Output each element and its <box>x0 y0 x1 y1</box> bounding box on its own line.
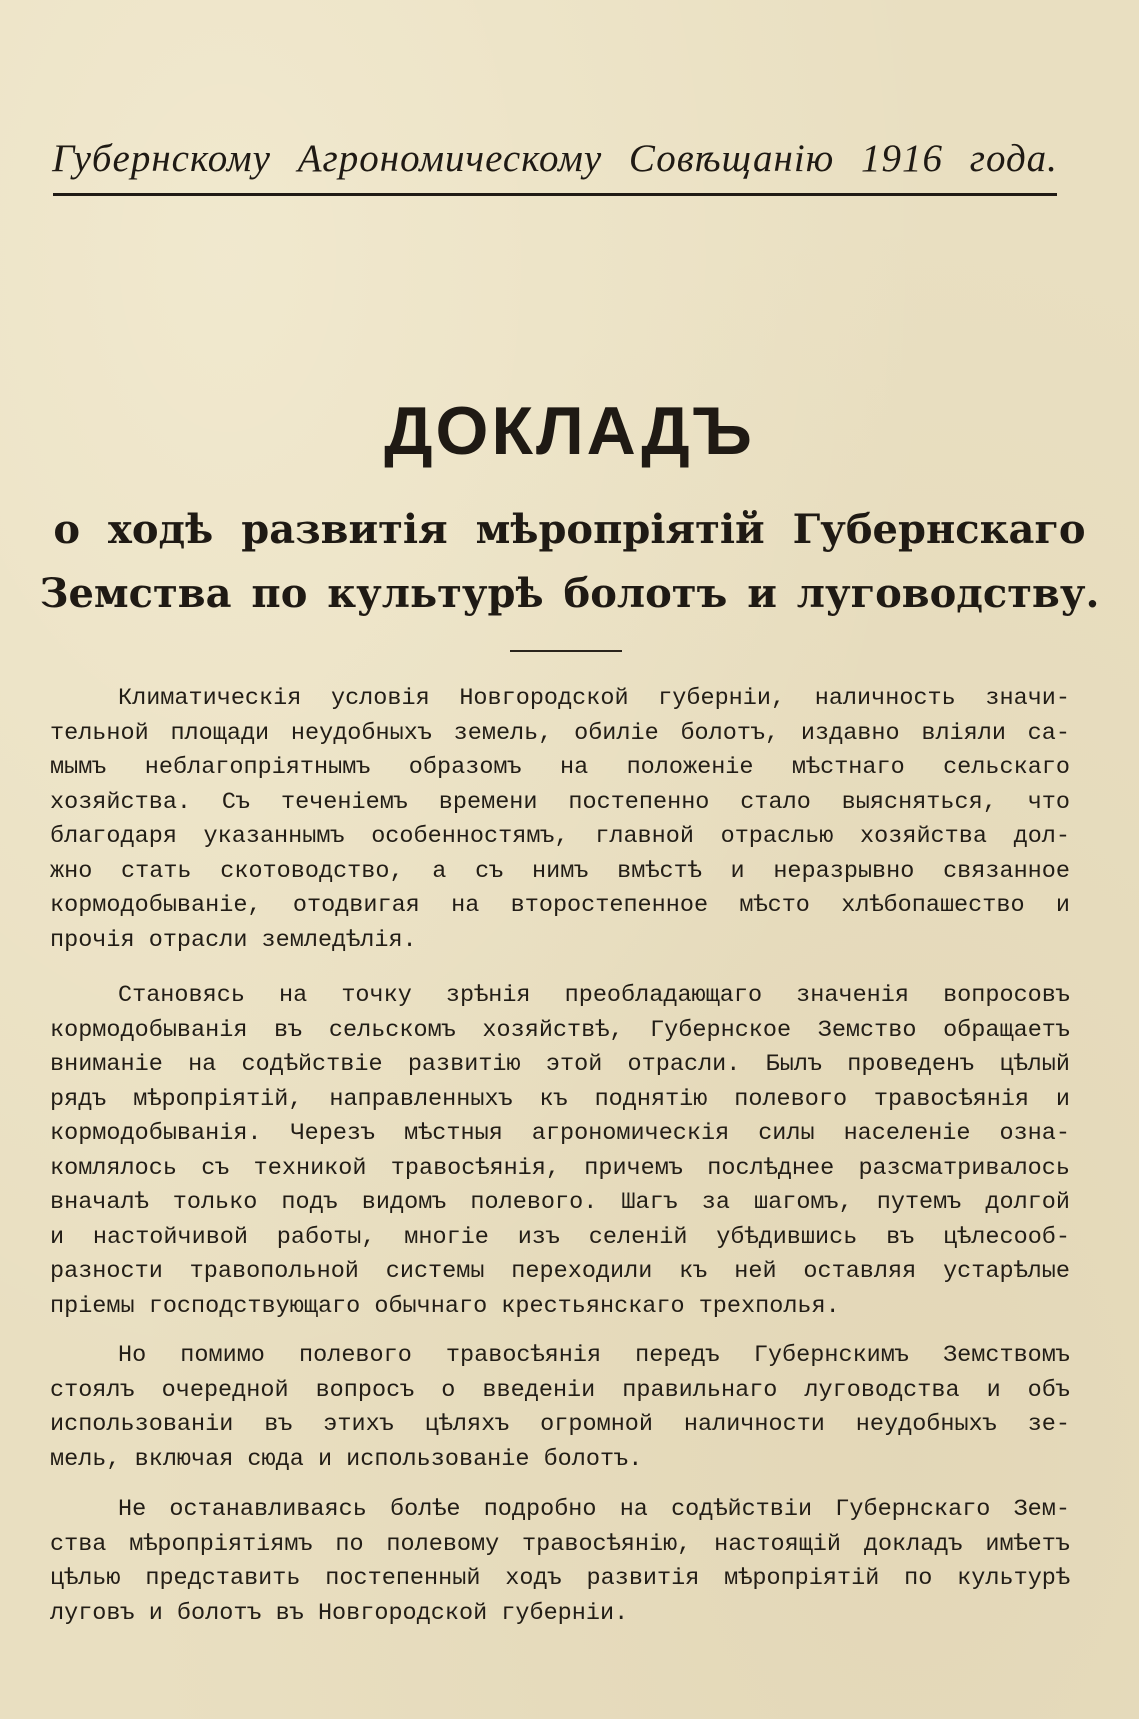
paragraph-line: кормодобываніе, отодвигая на второстепенное мѣсто хлѣбопашество и <box>50 892 1070 919</box>
paragraph-line: мымъ неблагопріятнымъ образомъ на положеніе мѣстнаго сельскаго <box>50 754 1070 781</box>
paragraph-2 <box>50 979 1070 1324</box>
paragraph-line: ства мѣропріятіямъ по полевому травосѣянію, настоящій докладъ имѣетъ <box>50 1530 1070 1558</box>
header-dedication: Губернскому Агрономическому Совѣщанію 1916 года. <box>52 137 1058 180</box>
paragraph-line: прочія отрасли земледѣлія. <box>50 926 417 954</box>
paragraph-line: кормодобыванія въ сельскомъ хозяйствѣ, Губернское Земство обращаетъ <box>50 1016 1070 1044</box>
paragraph-4 <box>50 1493 1070 1631</box>
paragraph-line: использованіи въ этихъ цѣляхъ огромной наличности неудобныхъ зе- <box>50 1411 1070 1438</box>
paragraph-line: тельной площади неудобныхъ земель, обиліе болотъ, издавно вліяли са- <box>50 719 1070 747</box>
paragraph-line: пріемы господствующаго обычнаго крестьянскаго трехполья. <box>50 1292 840 1320</box>
paragraph-line: Не останавливаясь болѣе подробно на содѣйствіи Губернскаго Зем- <box>118 1496 1070 1523</box>
paragraph-line: Климатическія условія Новгородской губерніи, наличность значи- <box>118 685 1070 712</box>
paragraph-1 <box>50 682 1070 958</box>
document-title: ДОКЛАДЪ <box>384 393 755 469</box>
paragraph-line: Но помимо полевого травосѣянія передъ Губернскимъ Земствомъ <box>118 1342 1070 1369</box>
paragraph-line: комлялось съ техникой травосѣянія, причемъ послѣднее разсматривалось <box>50 1154 1070 1182</box>
paragraph-line: хозяйства. Съ теченіемъ времени постепенно стало выясняться, что <box>50 788 1070 816</box>
paragraph-line: мель, включая сюда и использованіе болотъ. <box>50 1445 643 1473</box>
paragraph-line: Становясь на точку зрѣнія преобладающаго значенія вопросовъ <box>118 982 1070 1009</box>
paragraph-line: кормодобыванія. Черезъ мѣстныя агрономическія силы населеніе озна- <box>50 1120 1070 1147</box>
paragraph-line: рядъ мѣропріятій, направленныхъ къ поднятію полевого травосѣянія и <box>50 1085 1070 1113</box>
subtitle-line-1: о ходѣ развитія мѣропріятій Губернскаго <box>53 506 1086 553</box>
paragraph-line: луговъ и болотъ въ Новгородской губерніи. <box>50 1599 629 1627</box>
paragraph-line: благодаря указаннымъ особенностямъ, главной отраслью хозяйства дол- <box>50 823 1070 850</box>
subtitle-line-2: Земства по культурѣ болотъ и луговодству. <box>39 570 1100 617</box>
section-divider <box>510 650 622 652</box>
paragraph-line: стоялъ очередной вопросъ о введеніи правильнаго луговодства и объ <box>50 1376 1070 1404</box>
paragraph-3 <box>50 1339 1070 1477</box>
paragraph-line: и настойчивой работы, многіе изъ селеній убѣдившись въ цѣлесооб- <box>50 1223 1070 1251</box>
paragraph-line: жно стать скотоводство, а съ нимъ вмѣстѣ и неразрывно связанное <box>50 857 1070 885</box>
header-rule <box>53 193 1057 196</box>
paragraph-line: разности травопольной системы переходили къ ней оставляя устарѣлые <box>50 1258 1070 1285</box>
paragraph-line: цѣлью представить постепенный ходъ развитія мѣропріятій по культурѣ <box>50 1565 1070 1592</box>
paragraph-line: вниманіе на содѣйствіе развитію этой отрасли. Былъ проведенъ цѣлый <box>50 1051 1070 1078</box>
paragraph-line: вначалѣ только подъ видомъ полевого. Шагъ за шагомъ, путемъ долгой <box>50 1189 1070 1216</box>
